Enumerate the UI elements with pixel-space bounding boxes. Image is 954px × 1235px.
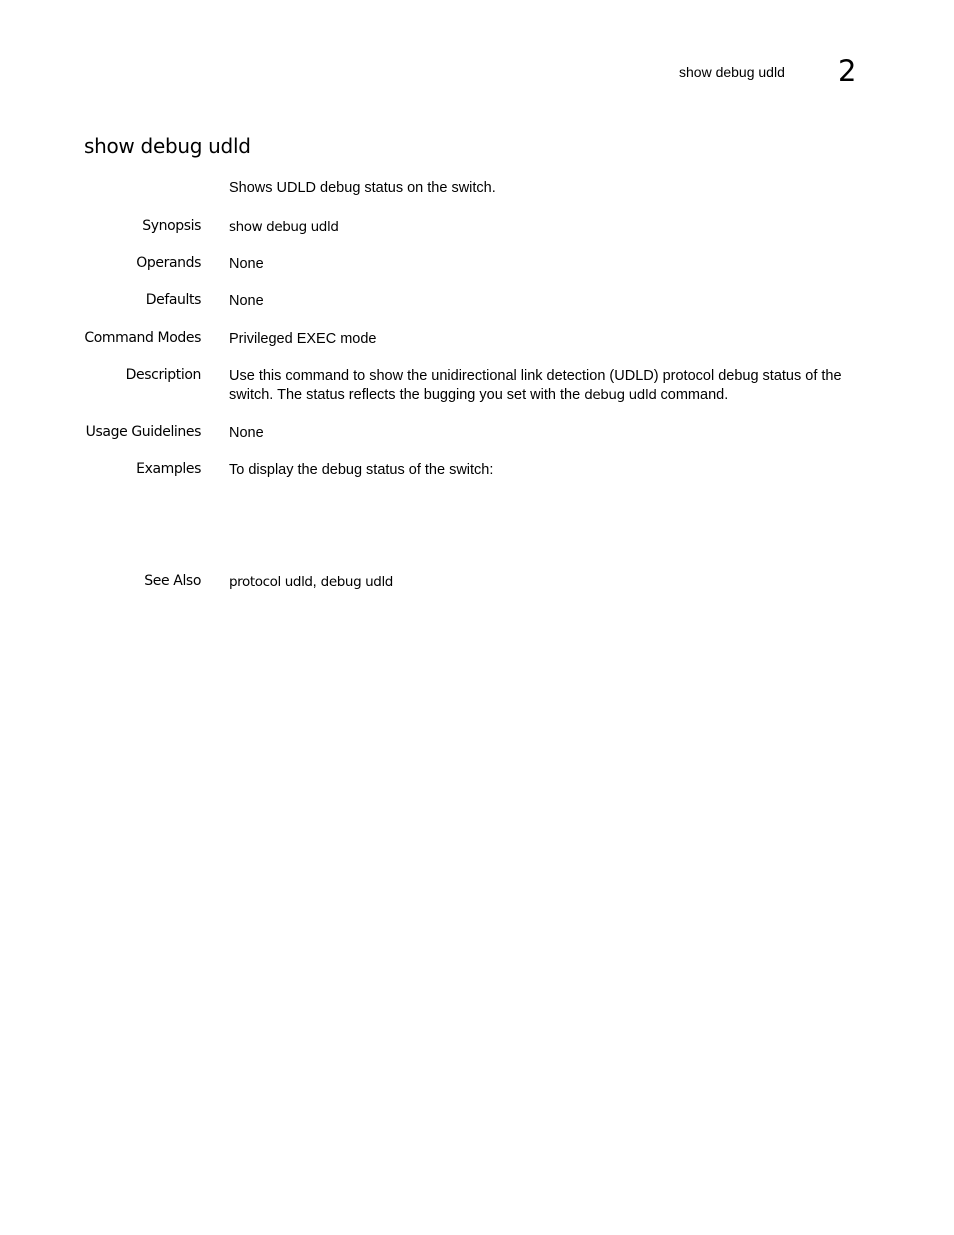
operands-label: Operands: [136, 255, 201, 271]
examples-label: Examples: [136, 461, 201, 477]
description-text-after: command.: [656, 387, 729, 403]
defaults-text: None: [229, 293, 264, 309]
synopsis-command: show debug udld: [229, 219, 339, 235]
see-also-links: [229, 573, 859, 592]
operands-text: None: [229, 256, 264, 272]
see-also-label: See Also: [144, 573, 201, 589]
command-modes-label: Command Modes: [84, 330, 201, 346]
usage-guidelines-text: None: [229, 425, 264, 441]
summary-text: Shows UDLD debug status on the switch.: [229, 180, 496, 196]
description-command: debug udld: [584, 387, 657, 403]
examples-text: To display the debug status of the switch:: [229, 462, 494, 478]
synopsis-label: Synopsis: [142, 218, 201, 234]
description-label: Description: [125, 367, 201, 383]
description-text: [229, 367, 859, 405]
see-also-separator: ,: [312, 574, 321, 590]
page-title: show debug udld: [84, 134, 251, 158]
usage-guidelines-label: Usage Guidelines: [85, 424, 201, 440]
see-also-link-debug-udld[interactable]: debug udld: [320, 574, 393, 590]
running-header: show debug udld: [679, 64, 785, 80]
chapter-number: 2: [838, 54, 857, 88]
description-text-before: Use this command to show the unidirectional link detection (UDLD) protocol debug status of the switch. The status reflects the bugging you set with the: [229, 368, 842, 403]
see-also-link-protocol-udld[interactable]: protocol udld: [229, 574, 313, 590]
defaults-label: Defaults: [145, 292, 201, 308]
command-modes-text: Privileged EXEC mode: [229, 331, 377, 347]
